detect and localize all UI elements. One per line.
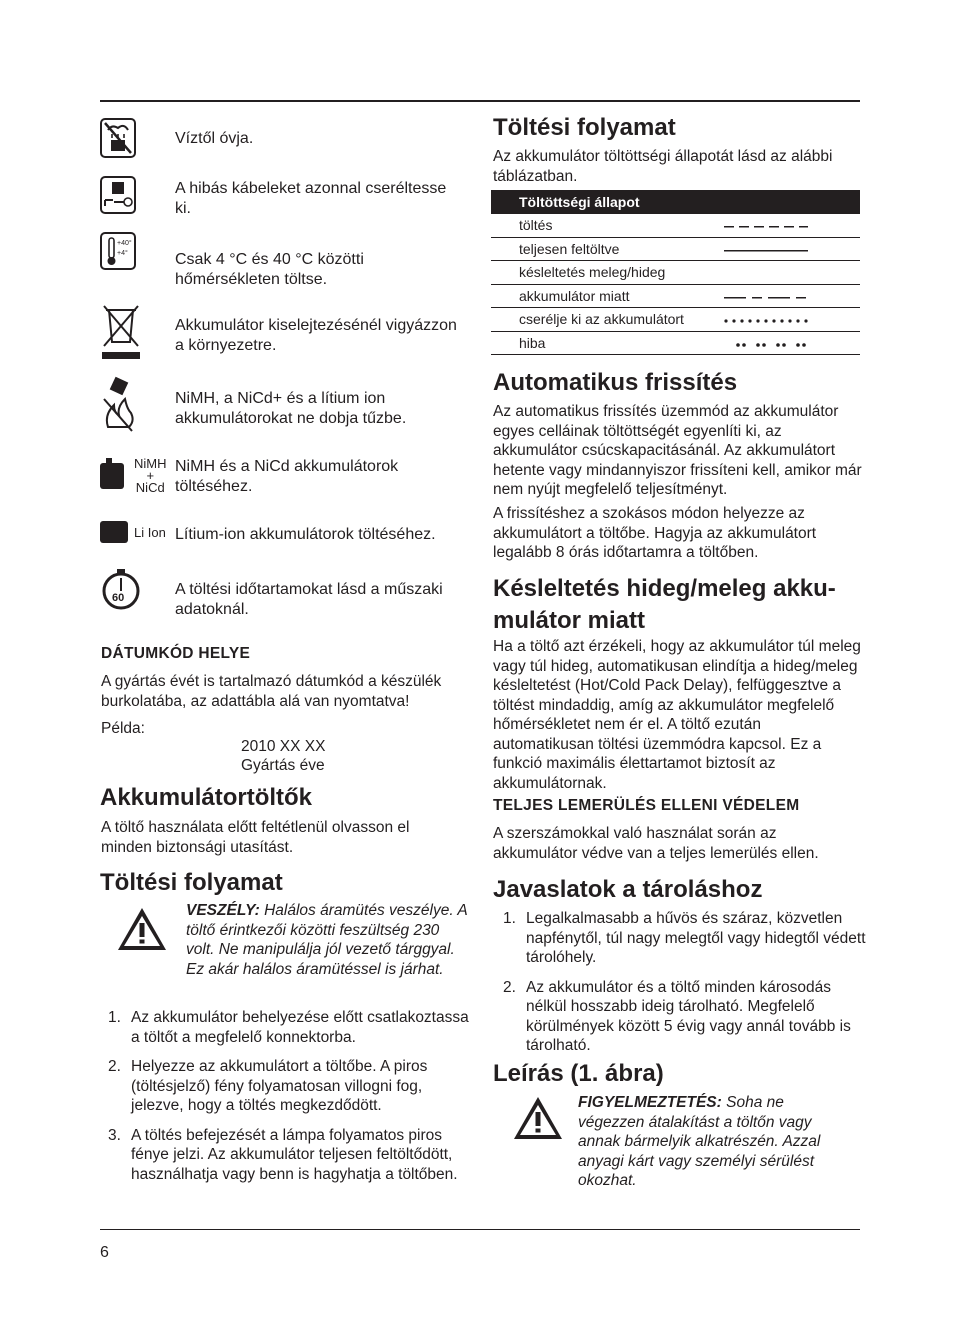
temperature-range-icon (100, 232, 136, 270)
warning-triangle-icon (116, 906, 168, 957)
crossed-bin-icon (100, 302, 142, 360)
status-intro: Az akkumulátor töltöttségi állapotát lásd az alábbi táblázatban. (493, 148, 833, 185)
chargers-body: A töltő használata előtt feltétlenül olvasson el minden biztonsági utasítást. (101, 819, 410, 856)
list-item: 1. Legalkalmasabb a hűvös és száraz, közvetlen napfénytől, túl nagy melegtől vagy hidegtől védett tárolóhely. (503, 910, 866, 966)
nimh-nicd-icon (100, 456, 168, 495)
symbol-text-li-ion: Lítium-ion akkumulátorok töltéséhez. (175, 526, 436, 543)
chargers-heading: Akkumulátortöltők (100, 784, 313, 811)
symbol-text-disposal: Akkumulátor kiselejtezésénél vigyázzon a környezetre. (175, 317, 457, 354)
refresh-p1: Az automatikus frissítés üzemmód az akkumulátor egyes celláinak töltöttségét egyenlíti ki, az akkumulátor csúcskapacitásánál. Az akkumulátort hetente vagy mindannyiszor frissíteni kell, amikor már nem nyújt megfelelő teljesítményt. (493, 403, 862, 498)
datecode-example-label: Példa: (101, 720, 145, 737)
list-item: 3. A töltés befejezését a lámpa folyamatos piros fénye jelzi. Az akkumulátor teljesen feltöltődött, használhatja vagy benn is hagyhatja a töltőben. (108, 1126, 458, 1183)
no-water-icon (100, 118, 136, 158)
table-row: akkumulátor miatt (491, 284, 860, 308)
symbol-text-fire: NiMH, a NiCd+ és a lítium ion akkumulátorokat ne dobja tűzbe. (175, 390, 407, 427)
table-row: töltés (491, 214, 860, 237)
process-heading-left: Töltési folyamat (100, 869, 283, 896)
symbol-text-nimh-nicd: NiMH és a NiCd akkumulátorok töltéséhez. (175, 458, 399, 495)
timer-label: 60 (112, 592, 125, 604)
datecode-heading: DÁTUMKÓD HELYE (101, 645, 251, 662)
datecode-example-code: 2010 XX XX (241, 738, 326, 755)
page-number: 6 (100, 1244, 109, 1261)
bottom-rule (100, 1229, 860, 1230)
status-heading: Töltési folyamat (493, 114, 676, 141)
indicator-short-dashes (698, 214, 860, 237)
symbol-text-timer: A töltési időtartamokat lásd a műszaki adatoknál. (175, 581, 443, 618)
svg-text:+40°: +40° (117, 240, 132, 247)
list-item: 2. Helyezze az akkumulátort a töltőbe. A piros (töltésjelző) fény folyamatosan villogni fog, jelezve, hogy a töltés megkezdődött. (108, 1058, 428, 1114)
table-row: cserélje ki az akkumulátort (491, 308, 860, 332)
storage-heading: Javaslatok a tároláshoz (493, 876, 763, 903)
list-item: 2. Az akkumulátor és a töltő minden károsodás nélkül hosszabb ideig tárolható. Megfelelő körülmények között 5 évig vagy annál tovább is tárolható. (503, 978, 851, 1054)
datecode-body: A gyártás évét is tartalmazó dátumkód a készülék burkolatába, az adattábla alá van nyomtatva! (101, 673, 442, 710)
svg-text:+4°: +4° (117, 250, 128, 257)
symbol-text-damaged-cable: A hibás kábeleket azonnal cseréltesse ki. (175, 180, 447, 217)
refresh-heading: Automatikus frissítés (493, 369, 738, 396)
table-row: teljesen feltöltve (491, 237, 860, 261)
nicd-label: NiCd (135, 480, 165, 495)
description-heading: Leírás (1. ábra) (493, 1060, 664, 1087)
no-fire-icon (100, 375, 136, 433)
refresh-p2: A frissítéshez a szokásos módon helyezze az akkumulátort a töltőbe. Hagyja az akkumulátort legalább 8 órás időtartamra a töltőben. (493, 505, 817, 561)
datecode-example-caption: Gyártás éve (241, 757, 325, 774)
deep-discharge-body: A szerszámokkal való használat során az akkumulátor védve van a teljes lemerülés ellen. (493, 825, 819, 862)
danger-warning (186, 901, 471, 979)
delay-heading: Késleltetés hideg/meleg akku- mulátor miatt (493, 575, 836, 634)
top-rule (100, 100, 860, 102)
indicator-paired-dots (698, 331, 860, 355)
charge-status-table (491, 190, 860, 355)
table-row: késleltetés meleg/hideg (491, 261, 860, 285)
deep-discharge-heading: TELJES LEMERÜLÉS ELLENI VÉDELEM (493, 797, 800, 814)
caution-warning (578, 1093, 843, 1191)
li-ion-icon (100, 519, 168, 545)
indicator-dense-dots (698, 308, 860, 332)
table-header: Töltöttségi állapot (491, 190, 860, 214)
symbol-text-temperature: Csak 4 °C és 40 °C közötti hőmérsékleten töltse. (175, 251, 364, 288)
danger-label: VESZÉLY: (186, 902, 260, 919)
timer-60-icon (100, 568, 142, 610)
indicator-solid (698, 237, 860, 261)
table-row: hiba (491, 331, 860, 355)
danger-text: Halálos áramütés veszélye. A töltő érintkezői közötti feszültség 230 volt. Ne manipulálja jól vezető tárggyal. Ez akár halálos áramütéssel is járhat. (186, 902, 468, 978)
li-ion-label: Li Ion (134, 524, 166, 540)
caution-text: Soha ne végezzen átalakítást a töltőn vagy annak bármelyik alkatrészén. Azzal anyagi kárt vagy személyi sérülést okozhat. (578, 1094, 821, 1189)
nimh-label: NiMH (134, 456, 167, 471)
indicator-long-short (698, 284, 860, 308)
damaged-cable-icon (100, 176, 136, 214)
delay-body: Ha a töltő azt érzékeli, hogy az akkumulátor túl meleg vagy túl hideg, automatikusan elindítja a hideg/meleg késleltetést (Hot/Cold Pack Delay), felfüggesztve a töltést mindaddig, amíg az akkumulátor megfelelő hőmérsékletet nem ér el. A töltő ezután automatikusan töltési üzemmódra kapcsol. Ez a funkció maximális élettartamot biztosít az akkumulátornak. (493, 638, 861, 792)
storage-list (496, 909, 866, 1066)
symbol-text-no-water: Víztől óvja. (175, 130, 254, 147)
process-steps (101, 1008, 476, 1194)
warning-triangle-icon-2 (512, 1095, 564, 1146)
caution-label: FIGYELMEZTETÉS: (578, 1094, 722, 1111)
plus-label: + (146, 468, 155, 483)
list-item: 1. Az akkumulátor behelyezése előtt csatlakoztassa a töltőt a megfelelő konnektorba. (108, 1009, 469, 1046)
